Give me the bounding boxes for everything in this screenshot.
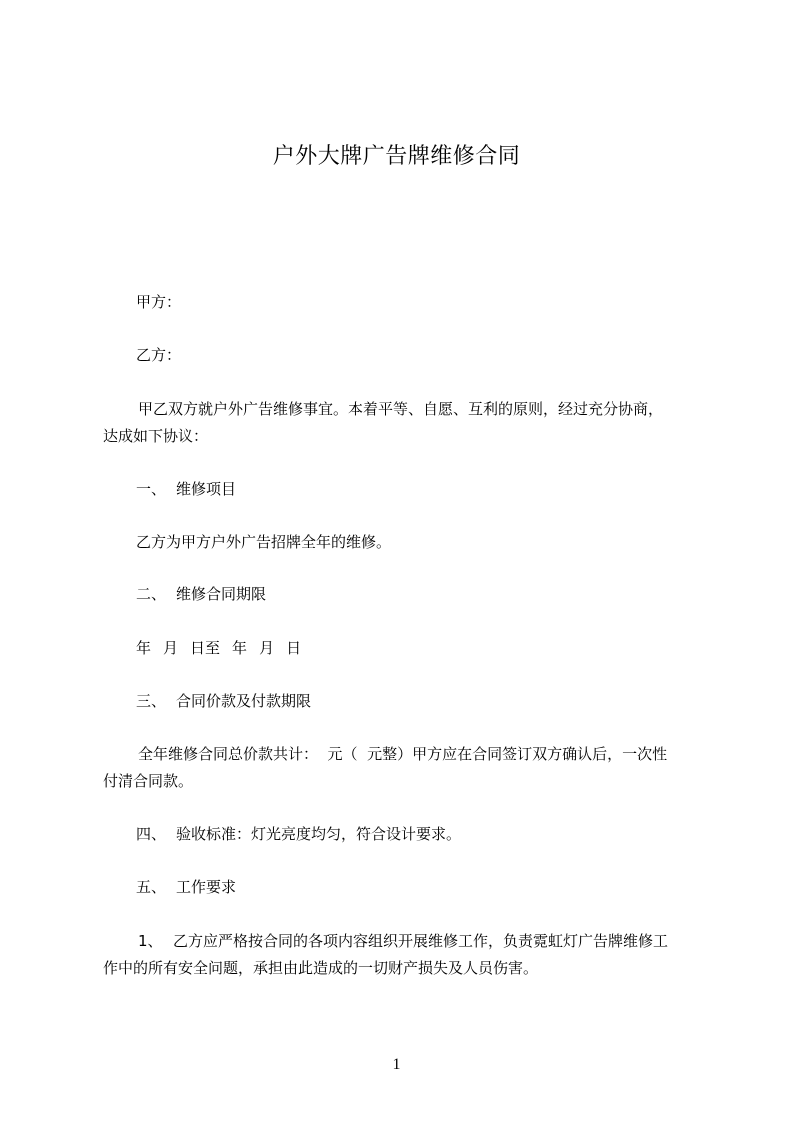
intro-line-2: 达成如下协议：: [103, 427, 209, 445]
section-3-body: [103, 744, 703, 791]
section-4-heading: [136, 824, 461, 844]
section-3-number: 三、: [136, 692, 167, 710]
section-5-title: 工作要求: [176, 878, 237, 896]
date-month-end: 月: [259, 639, 275, 657]
document-title: 户外大牌广告牌维修合同: [272, 144, 521, 169]
section-2-heading: [136, 584, 266, 604]
section-4-title: 验收标准：灯光亮度均匀，符合设计要求。: [176, 825, 462, 843]
date-day-end: 日: [286, 639, 302, 657]
page-number: 1: [392, 1056, 401, 1073]
section-3-body-line-2: 付清合同款。: [103, 772, 194, 790]
intro-line-1: 甲乙双方就户外广告维修事宜。本着平等、自愿、互利的原则，经过充分协商，: [138, 400, 664, 418]
section-5-item-1-number: 1、: [138, 932, 163, 950]
section-5-number: 五、: [136, 878, 167, 896]
section-1-body: 乙方为甲方户外广告招牌全年的维修。: [136, 533, 392, 551]
section-2-number: 二、: [136, 585, 167, 603]
section-5-item-1-line-1: [103, 931, 703, 951]
section-2-title: 维修合同期限: [176, 585, 267, 603]
section-5-item-1: [103, 931, 703, 978]
date-month-start: 月: [163, 639, 179, 657]
section-3-body-line-1: 全年维修合同总价款共计： 元（ 元整）甲方应在合同签订双方确认后，一次性: [138, 745, 668, 763]
party-a-label: 甲方：: [136, 293, 182, 311]
section-3-heading: [136, 691, 311, 711]
section-1-heading: [136, 479, 236, 499]
party-b-label: 乙方：: [136, 346, 182, 364]
intro-paragraph: [103, 399, 703, 446]
section-3-title: 合同价款及付款期限: [176, 692, 312, 710]
date-year-end: 年: [232, 639, 248, 657]
section-4-number: 四、: [136, 825, 167, 843]
section-5-heading: [136, 877, 236, 897]
section-5-item-1-line-2: 作中的所有安全问题，承担由此造成的一切财产损失及人员伤害。: [103, 959, 539, 977]
section-1-title: 维修项目: [176, 480, 237, 498]
section-1-number: 一、: [136, 480, 167, 498]
date-day-start-to: 日至: [190, 639, 221, 657]
date-year-start: 年: [136, 639, 152, 657]
section-5-item-1-text: 乙方应严格按合同的各项内容组织开展维修工作，负责霓虹灯广告牌维修工: [173, 932, 669, 950]
contract-period-dates: [136, 638, 301, 658]
